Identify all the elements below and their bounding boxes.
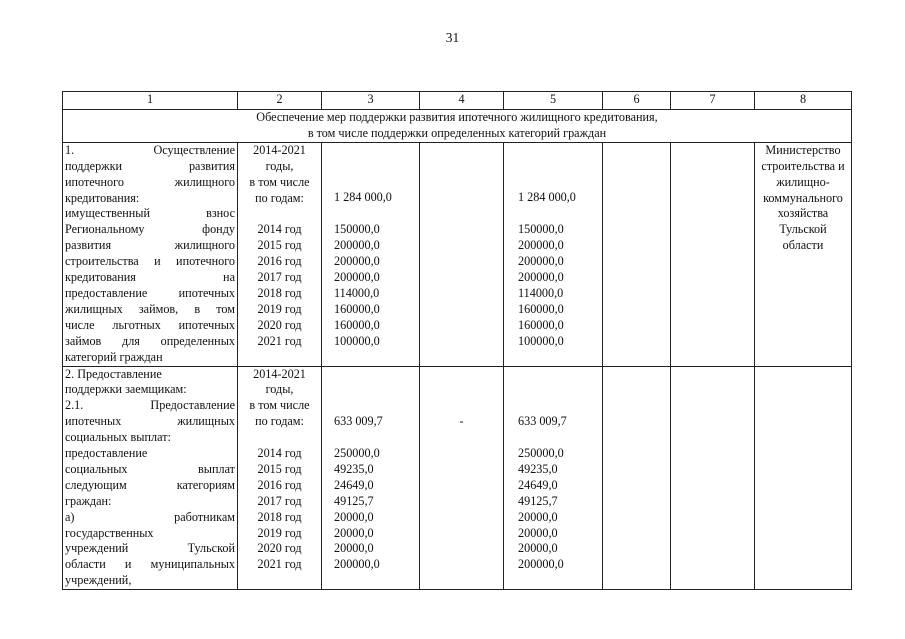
amount-value: 200000,0: [518, 270, 564, 284]
executor-line: коммунального: [763, 190, 843, 205]
program-table: [62, 91, 852, 590]
period-line: 2014-2021: [253, 366, 306, 381]
amount-value: 20000,0: [518, 509, 558, 524]
amount-col4: [420, 366, 504, 590]
year-label: 2018 год: [257, 285, 302, 300]
amount-value: 200000,0: [334, 254, 380, 269]
description-line: Региональному фонду: [65, 222, 235, 237]
amount-value: 20000,0: [334, 525, 374, 540]
year-label: 2014 год: [257, 446, 302, 461]
year-label: 2021 год: [257, 557, 302, 572]
amount-col5: [504, 366, 603, 590]
amount-value: 200000,0: [518, 254, 564, 269]
empty-cell-col6: [603, 142, 671, 366]
amount-value: 160000,0: [334, 301, 380, 316]
amount-value: 20000,0: [334, 541, 374, 556]
column-number: 7: [671, 92, 755, 110]
period-line: в том числе: [249, 398, 310, 413]
description-line: граждан:: [65, 493, 112, 508]
executor-line: области: [782, 238, 824, 253]
description-line: предоставление ипотечных: [65, 285, 235, 300]
description-line: ипотечного жилищного: [65, 174, 235, 189]
description-line: кредитования:: [65, 190, 140, 205]
amount-value: 100000,0: [334, 333, 380, 348]
description-line: 1. Осуществление: [65, 142, 235, 157]
section-title-line: в том числе поддержки определенных категорий граждан: [307, 125, 607, 140]
description-line: учреждений,: [65, 573, 132, 588]
year-label: 2014 год: [257, 222, 302, 237]
amount-value: 200000,0: [334, 270, 380, 284]
section-title-row: [63, 110, 852, 143]
period-line: по годам:: [255, 414, 304, 429]
year-label: 2017 год: [257, 270, 302, 285]
period-line: 2014-2021: [253, 142, 306, 157]
year-label: 2017 год: [257, 493, 302, 508]
amount-value: 49235,0: [518, 461, 558, 476]
section-title: [63, 110, 852, 143]
column-number: 2: [238, 92, 322, 110]
amount-value: 114000,0: [334, 285, 380, 300]
description-line: займов для определенных: [65, 333, 235, 348]
description-line: предоставление: [65, 446, 148, 461]
amount-value: 150000,0: [334, 222, 380, 237]
executor-line: Министерство: [765, 142, 841, 157]
description-line: категорий граждан: [65, 349, 163, 364]
year-label: 2016 год: [257, 254, 302, 269]
year-label: 2019 год: [257, 525, 302, 540]
responsible-executor: [755, 366, 852, 590]
description-line: строительства и ипотечного: [65, 254, 235, 269]
year-label: 2020 год: [257, 541, 302, 556]
amount-col3: [322, 142, 420, 366]
description-line: социальных выплат:: [65, 430, 171, 445]
page-number: 31: [445, 30, 460, 45]
amount-value: 160000,0: [518, 301, 564, 316]
description-line: имущественный взнос: [65, 206, 235, 221]
period-line: годы,: [265, 382, 294, 397]
measure-description: [63, 366, 238, 590]
amount-value: 49125,7: [518, 493, 558, 508]
amount-col4-value: -: [459, 414, 464, 429]
year-label: 2021 год: [257, 333, 302, 348]
period-cell: [238, 142, 322, 366]
amount-value: 24649,0: [518, 477, 558, 492]
period-line: по годам:: [255, 190, 304, 205]
empty-cell-col7: [671, 366, 755, 590]
column-number: 3: [322, 92, 420, 110]
empty-cell-col7: [671, 142, 755, 366]
description-line: учреждений Тульской: [65, 541, 235, 556]
column-number-row: [63, 92, 852, 110]
column-number: 6: [603, 92, 671, 110]
description-line: числе льготных ипотечных: [65, 317, 235, 332]
amount-col4: [420, 142, 504, 366]
amount-total: 1 284 000,0: [518, 190, 576, 205]
empty-cell-col6: [603, 366, 671, 590]
amount-total: 1 284 000,0: [334, 190, 392, 205]
year-label: 2015 год: [257, 238, 302, 253]
year-label: 2018 год: [257, 509, 302, 524]
amount-value: 49235,0: [334, 461, 374, 476]
year-label: 2019 год: [257, 301, 302, 316]
executor-line: жилищно-: [776, 174, 830, 189]
description-line: жилищных займов, в том: [65, 301, 235, 316]
description-line: 2.1. Предоставление: [65, 398, 235, 413]
amount-value: 49125,7: [334, 493, 374, 508]
period-cell: [238, 366, 322, 590]
amount-value: 250000,0: [518, 445, 564, 460]
description-line: государственных: [65, 525, 154, 540]
column-number: 1: [63, 92, 238, 110]
amount-value: 20000,0: [334, 509, 374, 524]
description-line: социальных выплат: [65, 461, 235, 476]
amount-value: 20000,0: [518, 525, 558, 540]
amount-value: 200000,0: [518, 238, 564, 253]
amount-value: 24649,0: [334, 477, 374, 492]
amount-value: 100000,0: [518, 333, 564, 348]
description-line: а) работникам: [65, 509, 235, 524]
executor-line: строительства и: [761, 158, 845, 173]
executor-line: хозяйства: [777, 206, 829, 221]
column-number: 4: [420, 92, 504, 110]
responsible-executor: [755, 142, 852, 366]
amount-value: 20000,0: [518, 541, 558, 556]
period-line: в том числе: [249, 174, 310, 189]
description-line: развития жилищного: [65, 238, 235, 253]
year-label: 2020 год: [257, 317, 302, 332]
description-line: 2. Предоставление: [65, 366, 162, 381]
amount-total: 633 009,7: [334, 414, 383, 429]
description-line: поддержки развития: [65, 158, 235, 173]
description-line: поддержки заемщикам:: [65, 382, 187, 397]
table-row: [63, 366, 852, 590]
amount-value: 150000,0: [518, 222, 564, 237]
amount-col3: [322, 366, 420, 590]
measure-description: [63, 142, 238, 366]
year-label: 2016 год: [257, 477, 302, 492]
amount-value: 160000,0: [334, 317, 380, 332]
amount-value: 160000,0: [518, 317, 564, 332]
executor-line: Тульской: [779, 222, 827, 237]
description-line: области и муниципальных: [65, 557, 235, 572]
section-title-line: Обеспечение мер поддержки развития ипотечного жилищного кредитования,: [256, 110, 658, 124]
period-line: годы,: [265, 158, 294, 173]
column-number: 5: [504, 92, 603, 110]
amount-col5: [504, 142, 603, 366]
description-line: ипотечных жилищных: [65, 414, 235, 429]
amount-value: 200000,0: [334, 238, 380, 253]
description-line: кредитования на: [65, 270, 235, 285]
amount-value: 114000,0: [518, 285, 564, 300]
year-label: 2015 год: [257, 461, 302, 476]
amount-total: 633 009,7: [518, 414, 567, 429]
table-row: [63, 142, 852, 366]
amount-value: 250000,0: [334, 445, 380, 460]
amount-value: 200000,0: [518, 557, 564, 572]
amount-value: 200000,0: [334, 557, 380, 572]
description-line: следующим категориям: [65, 477, 235, 492]
column-number: 8: [755, 92, 852, 110]
